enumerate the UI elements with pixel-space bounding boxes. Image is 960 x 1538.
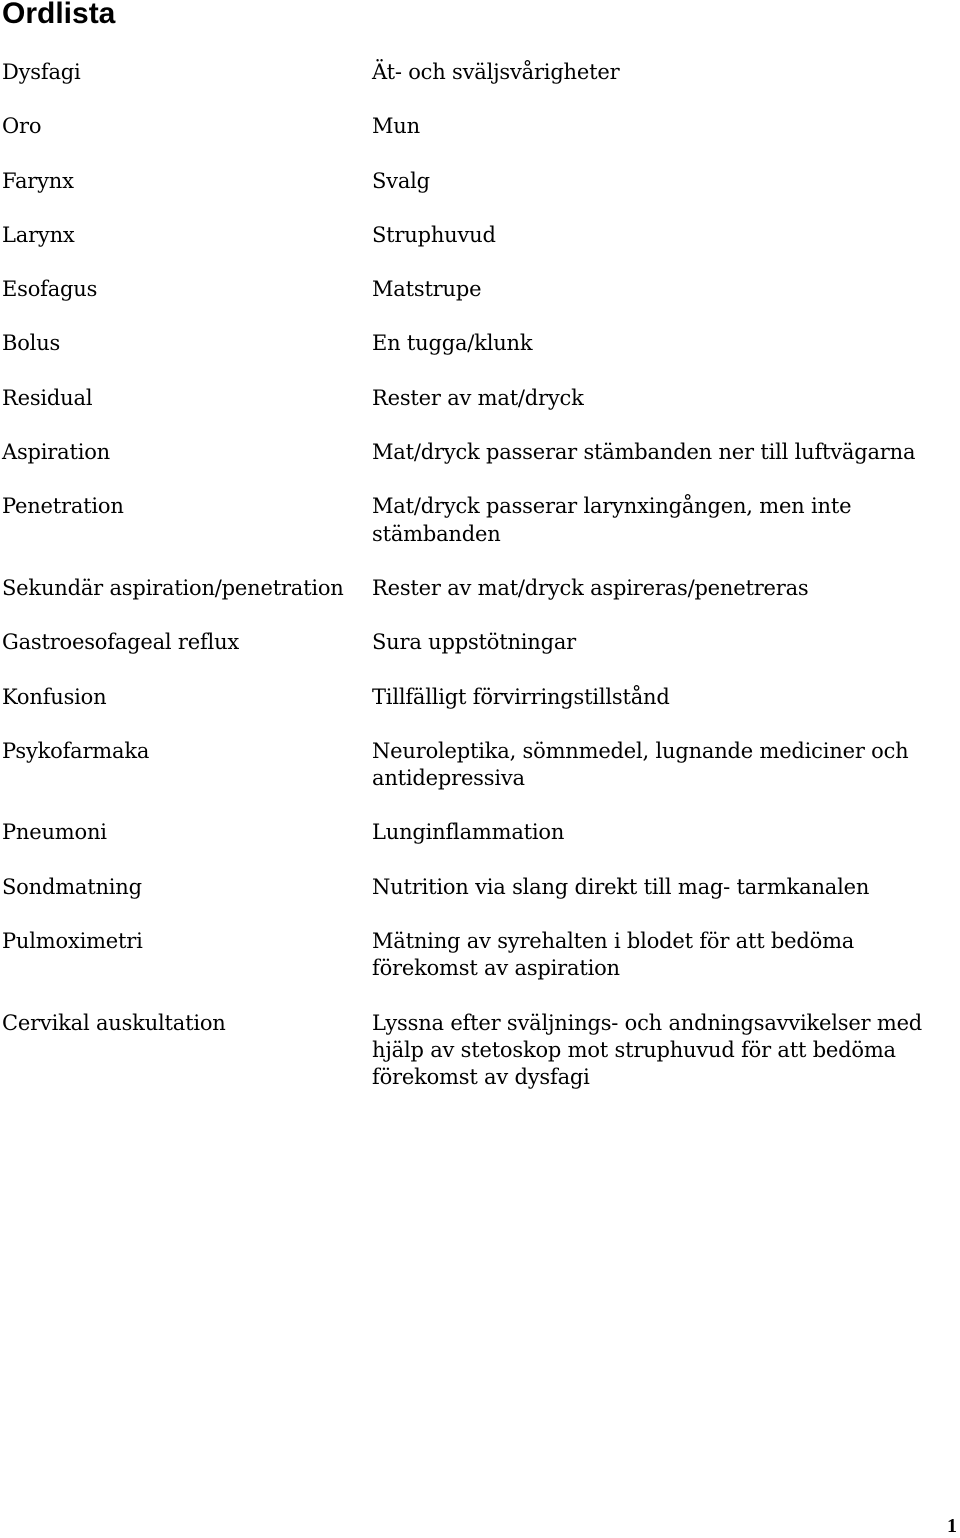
glossary-definition: Ät- och sväljsvårigheter (372, 60, 620, 84)
glossary-term: Penetration (2, 494, 124, 519)
glossary-term: Sondmatning (2, 874, 142, 899)
glossary-entry (2, 738, 952, 793)
glossary-term: Sekundär aspiration/penetration (2, 575, 344, 600)
glossary-definition: Struphuvud (372, 222, 496, 247)
glossary-entry (2, 819, 952, 846)
glossary-definition: Mun (372, 114, 420, 139)
glossary-definition: Mat/dryck passerar stämbanden ner till luftvägarna (372, 440, 916, 465)
glossary-term: Pulmoximetri (2, 929, 143, 954)
glossary-definition: Mat/dryck passerar larynxingången, men inte stämbanden (372, 494, 852, 546)
glossary-definition: Neuroleptika, sömnmedel, lugnande mediciner och antidepressiva (372, 738, 909, 791)
glossary-entry (2, 222, 952, 249)
glossary-entry (2, 330, 952, 357)
glossary-definition: Sura uppstötningar (372, 630, 577, 655)
glossary-term: Bolus (2, 331, 61, 356)
glossary-entry (2, 113, 952, 140)
glossary-entry (2, 874, 952, 901)
glossary-entry (2, 439, 952, 466)
glossary-definition: Rester av mat/dryck (372, 385, 584, 410)
glossary-definition: Nutrition via slang direkt till mag- tarmkanalen (372, 874, 870, 899)
glossary-entry (2, 629, 952, 656)
page-number: 1 (947, 1515, 957, 1537)
glossary-entry (2, 493, 952, 548)
glossary-term: Gastroesofageal reflux (2, 630, 240, 655)
glossary-entry (2, 385, 952, 412)
glossary-entry (2, 168, 952, 195)
glossary-entry (2, 1010, 952, 1092)
glossary-term: Residual (2, 385, 93, 410)
glossary-term: Psykofarmaka (2, 738, 150, 763)
glossary-definition: Lunginflammation (372, 820, 565, 845)
glossary-term: Cervikal auskultation (2, 1010, 226, 1035)
glossary-definition: Tillfälligt förvirringstillstånd (372, 684, 670, 709)
glossary-definition: Svalg (372, 168, 430, 193)
glossary-entry (2, 575, 952, 602)
glossary-definition: Rester av mat/dryck aspireras/penetreras (372, 575, 809, 600)
glossary-entry (2, 684, 952, 711)
glossary-definition: Mätning av syrehalten i blodet för att bedöma förekomst av aspiration (372, 929, 855, 981)
glossary-term: Esofagus (2, 277, 98, 302)
glossary-term: Oro (2, 114, 42, 139)
glossary-term: Konfusion (2, 684, 107, 709)
glossary-definition: Matstrupe (372, 277, 482, 302)
glossary-entry (2, 276, 952, 303)
glossary-term: Dysfagi (2, 60, 81, 84)
page-title: Ordlista (2, 0, 116, 30)
glossary-definition: En tugga/klunk (372, 331, 533, 356)
glossary-term: Larynx (2, 222, 75, 247)
glossary-term: Pneumoni (2, 820, 107, 845)
glossary-list (2, 59, 952, 1119)
glossary-definition: Lyssna efter sväljnings- och andningsavvikelser med hjälp av stetoskop mot struphuvud för att bedöma förekomst av dysfagi (372, 1010, 923, 1090)
glossary-term: Aspiration (2, 440, 110, 465)
glossary-term: Farynx (2, 168, 74, 193)
glossary-entry (2, 928, 952, 983)
glossary-entry (2, 59, 952, 86)
